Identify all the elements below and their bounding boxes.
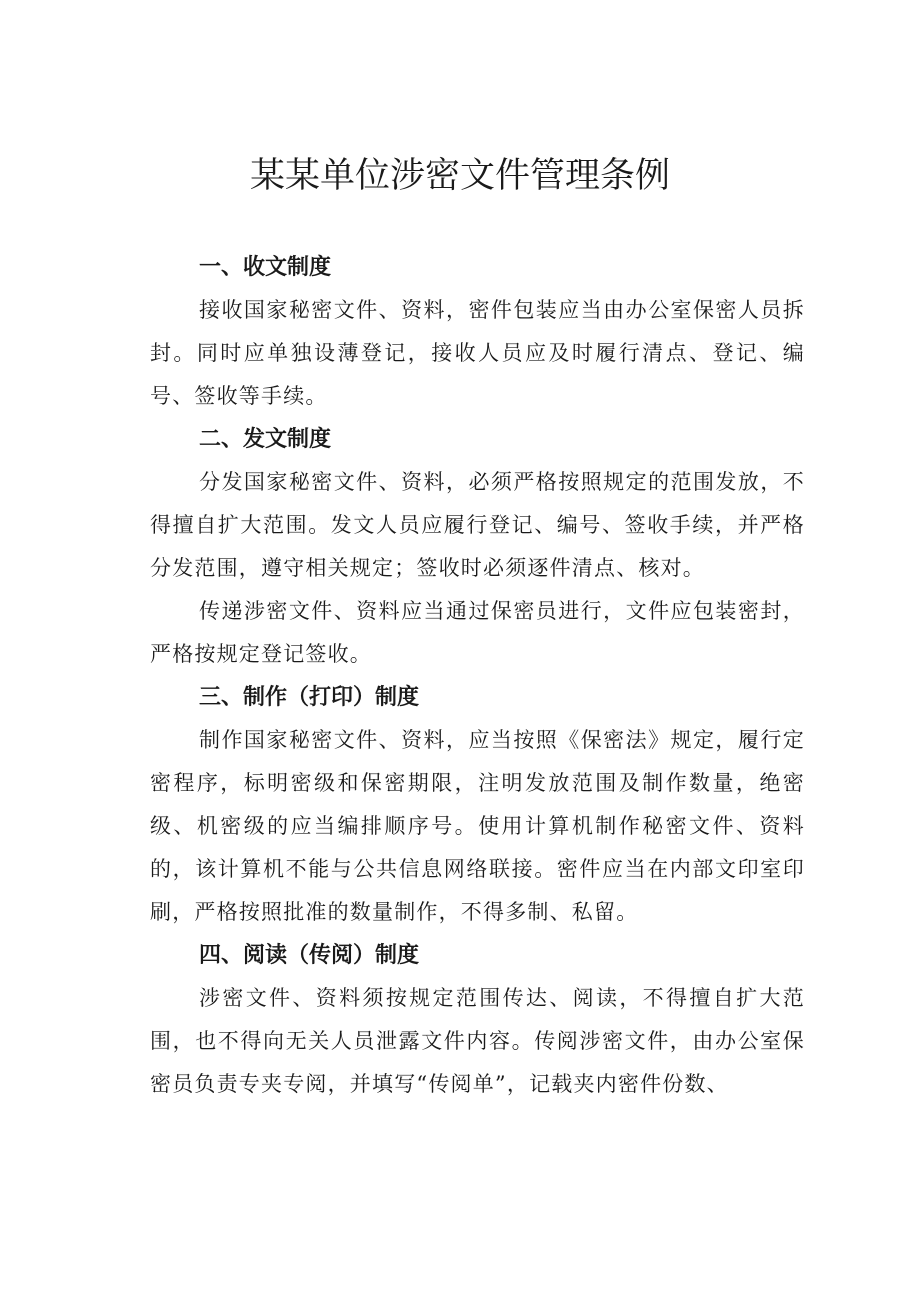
section-heading: 四、阅读（传阅）制度 [199, 943, 420, 968]
section-paragraph: 涉密文件、资料须按规定范围传达、阅读，不得擅自扩大范围，也不得向无关人员泄露文件内容。传阅涉密文件，由办公室保密员负责专夹专阅，并填写“传阅单”，记载夹内密件份数、 [150, 986, 805, 1096]
section-heading: 三、制作（打印）制度 [199, 685, 420, 710]
section-production [150, 676, 805, 934]
section-paragraph: 传递涉密文件、资料应当通过保密员进行，文件应包装密封，严格按规定登记签收。 [150, 599, 805, 666]
section-receiving [150, 246, 805, 418]
section-paragraph: 接收国家秘密文件、资料，密件包装应当由办公室保密人员拆封。同时应单独设薄登记，接收人员应及时履行清点、登记、编号、签收等手续。 [150, 298, 805, 408]
section-reading [150, 934, 805, 1106]
document-body [150, 246, 805, 1106]
document-title: 某某单位涉密文件管理条例 [249, 156, 670, 196]
section-dispatch [150, 418, 805, 676]
section-heading: 二、发文制度 [199, 427, 332, 452]
section-paragraph: 分发国家秘密文件、资料，必须严格按照规定的范围发放，不得擅自扩大范围。发文人员应履行登记、编号、签收手续，并严格分发范围，遵守相关规定；签收时必须逐件清点、核对。 [150, 470, 805, 580]
section-heading: 一、收文制度 [199, 255, 332, 280]
section-paragraph: 制作国家秘密文件、资料，应当按照《保密法》规定，履行定密程序，标明密级和保密期限，注明发放范围及制作数量，绝密级、机密级的应当编排顺序号。使用计算机制作秘密文件、资料的，该计算机不能与公共信息网络联接。密件应当在内部文印室印刷，严格按照批准的数量制作，不得多制、私留。 [150, 728, 805, 924]
